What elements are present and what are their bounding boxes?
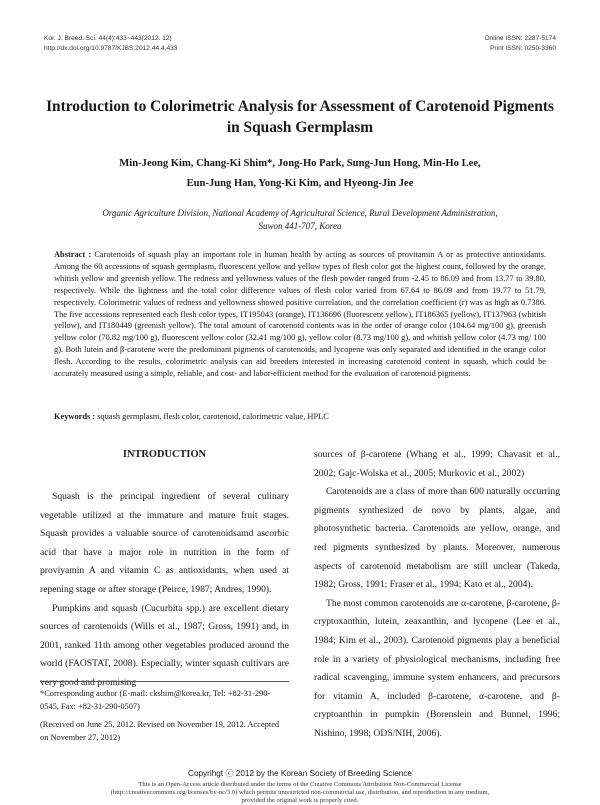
paragraph: sources of β-carotene (Whang et al., 1999; Chavasit et al., 2002; Gajc-Wolska et al., 2005; Murkovic et al., 2002) [314, 449, 560, 479]
authors-line-1: Min-Jeong Kim, Chang-Ki Shim*, Jong-Ho Park, Sung-Jun Hong, Min-Ho Lee, [119, 158, 481, 169]
left-column [40, 488, 289, 693]
authors-line-2: Eun-Jung Han, Yong-Ki Kim, and Hyeong-Jin Jee [186, 178, 414, 189]
abstract [54, 249, 546, 380]
paragraph: Carotenoids are a class of more than 600 naturally occurring pigments synthesized de novo by plants, algae, and photosynthetic bacteria. Carotenoids are yellow, orange, and red pigments synthesized by plants. Moreover, numerous aspects of carotenoid metabolism are still unclear (Takeda, 1982; Gross, 1991; Fraser et al., 1994; Kato et al., 2004). [314, 486, 560, 591]
keywords-label: Keywords : [54, 412, 96, 421]
title-line-1: Introduction to Colorimetric Analysis for Assessment of Carotenoid Pigments [46, 98, 554, 115]
paper-title [40, 96, 560, 138]
journal-citation: Kor. J. Breed. Sci. 44(4):433~443(2012. 12) [44, 35, 172, 42]
issn-header [485, 34, 556, 54]
abstract-label: Abstract : [54, 250, 92, 259]
paragraph: The most common carotenoids are α-carotene, β-carotene, β-cryptoxanthin, lutein, zeaxanthin, and lycopene (Lee et al., 1984; Kim et al., 2003). Carotenoid pigments play a beneficial role in a variety of physiological mechanisms, including free radical scavenging, immune system enhancers, and precursors for vitamin A, included β-carotene, α-carotene, and β-cryptoanthin in pumpkin (Borenslein and Bunnel, 1996; Nishino, 1998; ODS/NIH, 2006). [314, 597, 561, 739]
license-line-3: provided the original work is properly cited. [241, 797, 359, 804]
paragraph: Squash is the principal ingredient of several culinary vegetable utilized at the immature and mature fruit stages. Squash provides a valuable source of carotenoidsamd ascorbic acid that have a major role in nutrition in the form of proviyamin A and vitamin C as antioxidants, when used at repening stage or after storage (Peirce, 1987; Andres, 1990). [40, 491, 289, 595]
license-line-2[interactable]: (http://creativecommons.org/licenses/by-nc/3.0) which permits unrestricted non-commercial use, distribution, and reproduction in any medium, [110, 789, 490, 796]
affiliation [40, 207, 560, 233]
license-notice [40, 781, 560, 805]
affiliation-line-2: Suwon 441-707, Korea [258, 221, 342, 231]
received-dates-footnote: (Received on June 25, 2012. Revised on November 19, 2012. Accepted on November 27, 2012) [40, 720, 280, 742]
journal-header [44, 34, 177, 54]
title-line-2: in Squash Germplasm [226, 119, 374, 136]
doi-link[interactable]: http://dx.doi.org/10.9787/KJBS.2012.44.4.433 [44, 45, 178, 52]
print-issn: Print ISSN: 0250-3360 [490, 45, 556, 52]
right-column [314, 446, 560, 744]
section-heading-introduction: INTRODUCTION [122, 449, 207, 460]
paragraph: Pumpkins and squash (Cucurbita spp.) are excellent dietary sources of carotenoids (Wills et al., 1987; Gross, 1991) and, in 2001, ranked 11th among other vegetables produced around the world (FAOSTAT, 2008). Especially, winter squash cultivars are very good and promising [40, 602, 289, 688]
author-list [40, 154, 560, 194]
corresponding-author-footnote: *Corresponding author (E-mail: ckshim@korea.kr, Tel: +82-31-290-0545, Fax: +82-31-290-0507) [40, 689, 271, 711]
footnote-divider [40, 681, 289, 682]
copyright-notice: Copyrihgt ⓒ 2012 by the Korean Society of Breeding Science [188, 769, 412, 778]
online-issn: Online ISSN: 2287-5174 [484, 35, 556, 42]
keywords-text: squash germplasm, flesh color, carotenoid, calorimetric value, HPLC [97, 412, 329, 421]
affiliation-line-1: Organic Agriculture Division, National Academy of Agricultural Science, Rural Development Administration, [102, 208, 498, 218]
license-line-1: This is an Open-Access article distributed under the terms of the Creative Commons Attribution Non-Commercial License [138, 781, 462, 788]
keywords [54, 411, 546, 423]
abstract-text: Carotenoids of squash play an important role in human health by acting as sources of provitamin A or as protective antioxidants. Among the 60 accessions of squash germplasm, fluorescent yellow and yellow types of flesh color got the highest count, followed by the orange, whitish yellow and greenish yellow. The redness and yellowness values of the flesh powder ranged from -2.45 to 86.09 and from 13.77 to 39.80, respectively. While the lightness and the total color difference values of flesh color varied from 67.64 to 86.09 and from 19.77 to 51.79, respectively. Colorimetric values of redness and yellowness showed positive correlation, and the correlation coefficient (r) was as high as 0.7386. The five accessions represented each flesh color types, IT195043 (orange), IT136696 (fluorescent yellow), IT186365 (yellow), IT137963 (whitish yellow), and IT180449 (greenish yellow). The total amount of carotenoid contents was in the order of orange color (104.64 mg/100 g), greenish yellow color (70.82 mg/100 g), fluorescent yellow color (32.41 mg/100 g), yellow color (8.73 mg/100 g), and whitish yellow color (4.73 mg/ 100 g). Both lutein and β-carotene were the predominant pigments of carotenoids, and lycopene was only separated and identified in the orange color flesh. According to the results, colorimetric analysis can aid breeders interested in increasing carotenoid content in squash, which could be accurately measured using a simple, reliable, and cost- and labor-efficient method for the evaluation of carotenoid pigments. [54, 250, 546, 379]
